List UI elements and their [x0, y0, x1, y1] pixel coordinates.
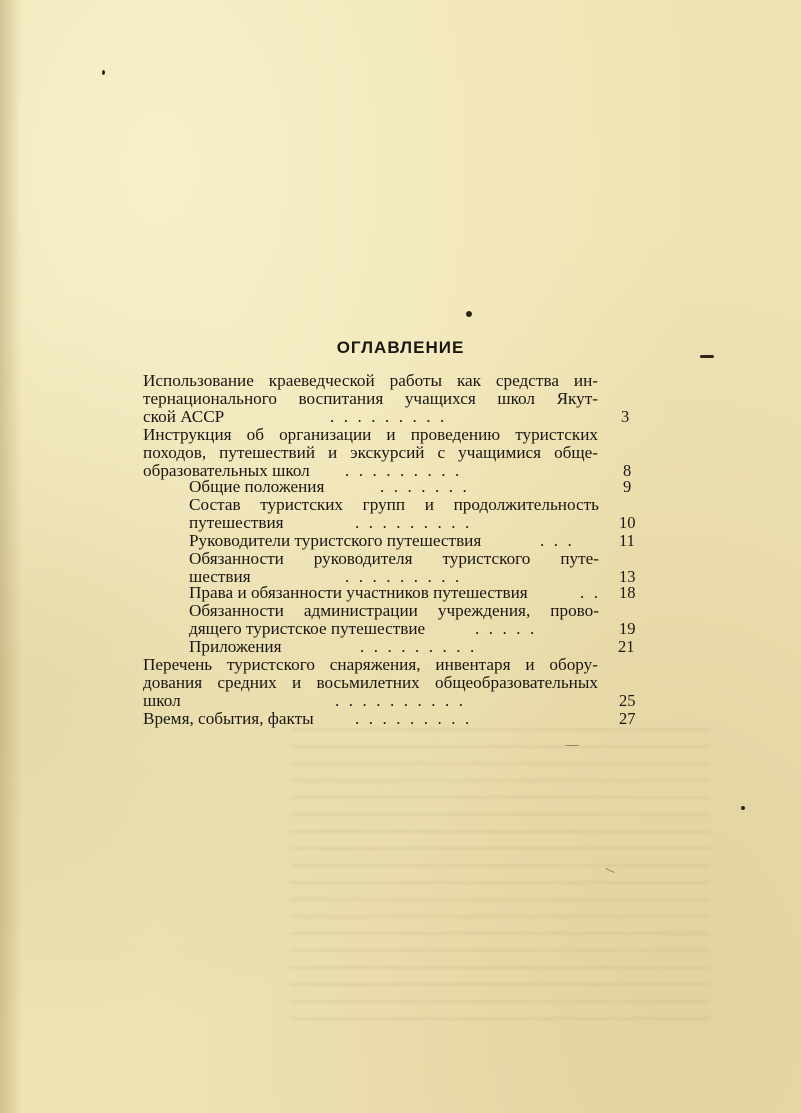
paper-speck [700, 355, 714, 358]
toc-entry-10-line-2: дования средних и восьмилетних общеобразовательных [143, 673, 598, 692]
leader-dots: ..... [475, 619, 544, 638]
toc-entry-10-line-3: школ [143, 691, 181, 710]
toc-entry-1-page: 3 [621, 407, 630, 426]
toc-entry-4-line-1: Состав туристских групп и продолжительность [189, 495, 599, 514]
toc-entry-2-line-3: образовательных школ [143, 461, 310, 480]
leader-dots: ......... [330, 407, 454, 426]
leader-dots: ......... [355, 513, 479, 532]
toc-entry-8-line-1: Обязанности администрации учреждения, прово- [189, 601, 599, 620]
toc-entry-3-line-1: Общие положения [189, 477, 325, 496]
page-edge-shadow [0, 0, 22, 1113]
toc-entry-2-line-1: Инструкция об организации и проведению туристских [143, 425, 598, 444]
toc-entry-4-line-2: путешествия [189, 513, 284, 532]
toc-entry-9-line-1: Приложения [189, 637, 282, 656]
paper-mark [565, 745, 579, 746]
toc-entry-5-page: 11 [619, 531, 635, 550]
toc-entry-2-line-2: походов, путешествий и экскурсий с учащимися обще- [143, 443, 598, 462]
toc-entry-10-page: 25 [619, 691, 636, 710]
bleed-through-text [290, 728, 710, 1028]
leader-dots: ......... [345, 461, 469, 480]
toc-entry-8-page: 19 [619, 619, 636, 638]
toc-entry-1-line-3: ской АССР [143, 407, 225, 426]
toc-entry-8-line-2: дящего туристское путешествие [189, 619, 426, 638]
toc-entry-3-page: 9 [623, 477, 632, 496]
toc-entry-7-line-1: Права и обязанности участников путешествия [189, 583, 528, 602]
toc-entry-9-page: 21 [618, 637, 635, 656]
toc-entry-5-line-1: Руководители туристского путешествия [189, 531, 482, 550]
toc-entry-10-line-1: Перечень туристского снаряжения, инвентаря и обору- [143, 655, 598, 674]
toc-entry-2-page: 8 [623, 461, 632, 480]
leader-dots: ......... [345, 567, 469, 586]
leader-dots: ......... [360, 637, 484, 656]
toc-entry-4-page: 10 [619, 513, 636, 532]
toc-entry-7-page: 18 [619, 583, 636, 602]
leader-dots: ... [540, 531, 582, 550]
toc-entry-11-line-1: Время, события, факты [143, 709, 314, 728]
leader-dots: ....... [380, 477, 477, 496]
paper-speck [102, 70, 105, 75]
toc-entry-6-line-2: шествия [189, 567, 251, 586]
paper-speck [466, 311, 472, 317]
paper-speck [741, 806, 745, 810]
leader-dots: .......... [335, 691, 473, 710]
toc-entry-1-line-2: тернационального воспитания учащихся школ Якут- [143, 389, 598, 408]
toc-entry-11-page: 27 [619, 709, 636, 728]
toc-entry-6-page: 13 [619, 567, 636, 586]
toc-entry-1-line-1: Использование краеведческой работы как средства ин- [143, 371, 598, 390]
toc-entry-6-line-1: Обязанности руководителя туристского путе- [189, 549, 599, 568]
leader-dots: .. [580, 583, 608, 602]
page-title: ОГЛАВЛЕНИЕ [336, 338, 465, 357]
leader-dots: ......... [355, 709, 479, 728]
